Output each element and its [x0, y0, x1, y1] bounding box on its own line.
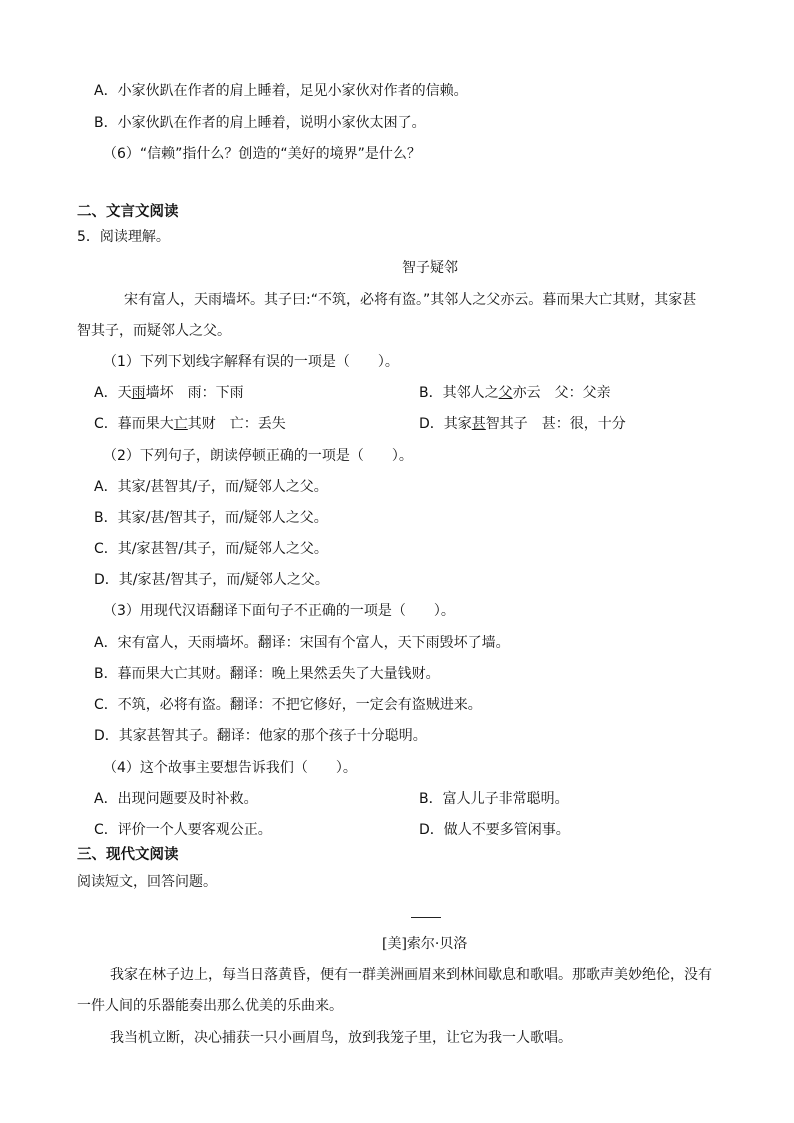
- option-d: D．其家甚智其子。翻译：他家的那个孩子十分聪明。: [94, 728, 427, 744]
- sub-question-4: （4）这个故事主要想告诉我们（ ）。: [103, 760, 357, 776]
- sub-question-3: （3）用现代汉语翻译下面句子不正确的一项是（ ）。: [103, 603, 455, 619]
- option-d: D．其/家甚/智其子，而/疑邻人之父。: [94, 572, 329, 588]
- option-b: B．富人儿子非常聪明。: [419, 791, 569, 807]
- article-author: [美]索尔·贝洛: [382, 936, 468, 952]
- option-b: B．其邻人之父亦云 父：父亲: [419, 385, 611, 401]
- option-a: A．出现问题要及时补救。: [94, 791, 258, 807]
- passage-title: 智子疑邻: [402, 260, 458, 276]
- option-b: B．暮而果大亡其财。翻译：晚上果然丢失了大量钱财。: [94, 666, 440, 682]
- passage-line: 宋有富人，天雨墙坏。其子曰:“不筑，必将有盗。”其邻人之父亦云。暮而果大亡其财，其家甚: [124, 292, 697, 308]
- sub-question-1: （1）下列下划线字解释有误的一项是（ ）。: [103, 354, 399, 370]
- title-blank-line: [411, 917, 441, 918]
- option-c: C．暮而果大亡其财 亡：丢失: [94, 416, 286, 432]
- article-line: 我家在林子边上，每当日落黄昏，便有一群美洲画眉来到林间歇息和歌唱。那歌声美妙绝伦，没有: [110, 967, 712, 983]
- option-a: A．其家/甚智其/子，而/疑邻人之父。: [94, 479, 328, 495]
- option-a: A．天雨墙坏 雨：下雨: [94, 385, 244, 401]
- option-c: C．评价一个人要客观公正。: [94, 822, 272, 838]
- passage-line: 智其子，而疑邻人之父。: [77, 323, 231, 339]
- question-5-intro: 5．阅读理解。: [77, 229, 170, 245]
- sub-question-2: （2）下列句子，朗读停顿正确的一项是（ ）。: [103, 448, 413, 464]
- option-a: A．宋有富人，天雨墙坏。翻译：宋国有个富人，天下雨毁坏了墙。: [94, 635, 510, 651]
- option-d: D．做人不要多管闲事。: [419, 822, 570, 838]
- option-d: D．其家甚智其子 甚：很，十分: [419, 416, 626, 432]
- option-c: C．其/家甚智/其子，而/疑邻人之父。: [94, 541, 328, 557]
- reading-instruction: 阅读短文，回答问题。: [77, 874, 217, 890]
- article-line: 一件人间的乐器能奏出那么优美的乐曲来。: [77, 998, 343, 1014]
- option-a: A．小家伙趴在作者的肩上睡着，足见小家伙对作者的信赖。: [94, 83, 468, 99]
- option-b: B．小家伙趴在作者的肩上睡着，说明小家伙太困了。: [94, 115, 426, 131]
- option-b: B．其家/甚/智其子，而/疑邻人之父。: [94, 510, 328, 526]
- section-heading: 二、文言文阅读: [77, 204, 179, 220]
- article-line: 我当机立断，决心捕获一只小画眉鸟，放到我笼子里，让它为我一人歌唱。: [110, 1030, 572, 1046]
- section-heading: 三、现代文阅读: [77, 847, 179, 863]
- question-6: （6）“信赖”指什么？创造的“美好的境界”是什么？: [103, 146, 421, 162]
- option-c: C．不筑，必将有盗。翻译：不把它修好，一定会有盗贼进来。: [94, 697, 482, 713]
